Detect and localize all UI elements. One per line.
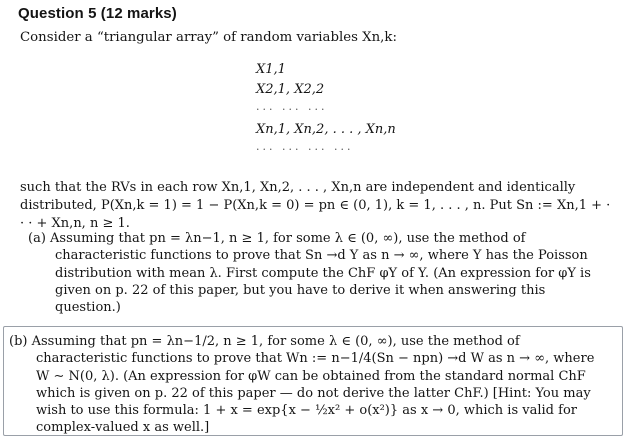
part-a-text: (a) Assuming that pn = λn−1, n ≥ 1, for some λ ∈ (0, ∞), use the method of characteristic functions to prove that Sn →d Y as n → ∞, where Y has the Poisson distribution with mean λ. First compute the ChF φY of Y. (An expression for φY is given on p. 22 of this paper, but you have to derive it when answering this question.)	[28, 231, 591, 316]
array-row-1: X1,1	[256, 62, 286, 77]
question-title: Question 5 (12 marks)	[18, 5, 177, 22]
part-a	[28, 230, 613, 316]
array-row-dots: ··· ··· ···	[256, 103, 328, 116]
definition-paragraph: such that the RVs in each row Xn,1, Xn,2, . . . , Xn,n are independent and identically distributed, P(Xn,k = 1) = 1 − P(Xn,k = 0) = pn ∈ (0, 1), k = 1, . . . , n. Put Sn := Xn,1 + · · · + Xn,n, n ≥ 1.	[20, 180, 611, 231]
triangular-array	[256, 60, 476, 160]
array-row-n: Xn,1, Xn,2, . . . , Xn,n	[256, 122, 396, 137]
array-row-dots-bottom: ··· ··· ··· ···	[256, 143, 354, 156]
array-row-2: X2,1, X2,2	[256, 82, 325, 97]
part-b-text: (b) Assuming that pn = λn−1/2, n ≥ 1, for some λ ∈ (0, ∞), use the method of characteristic functions to prove that Wn := n−1/4(Sn − npn) →d W as n → ∞, where W ∼ N(0, λ). (An expression for φW can be obtained from the standard normal ChF which is given on p. 22 of this paper — do not derive the latter ChF.) [Hint: You may wish to use this formula: 1 + x = exp{x − ½x² + o(x²)} as x → 0, which is valid for complex-valued x as well.]	[9, 334, 595, 436]
part-b	[9, 333, 609, 437]
intro-text: Consider a “triangular array” of random variables Xn,k:	[20, 30, 397, 45]
